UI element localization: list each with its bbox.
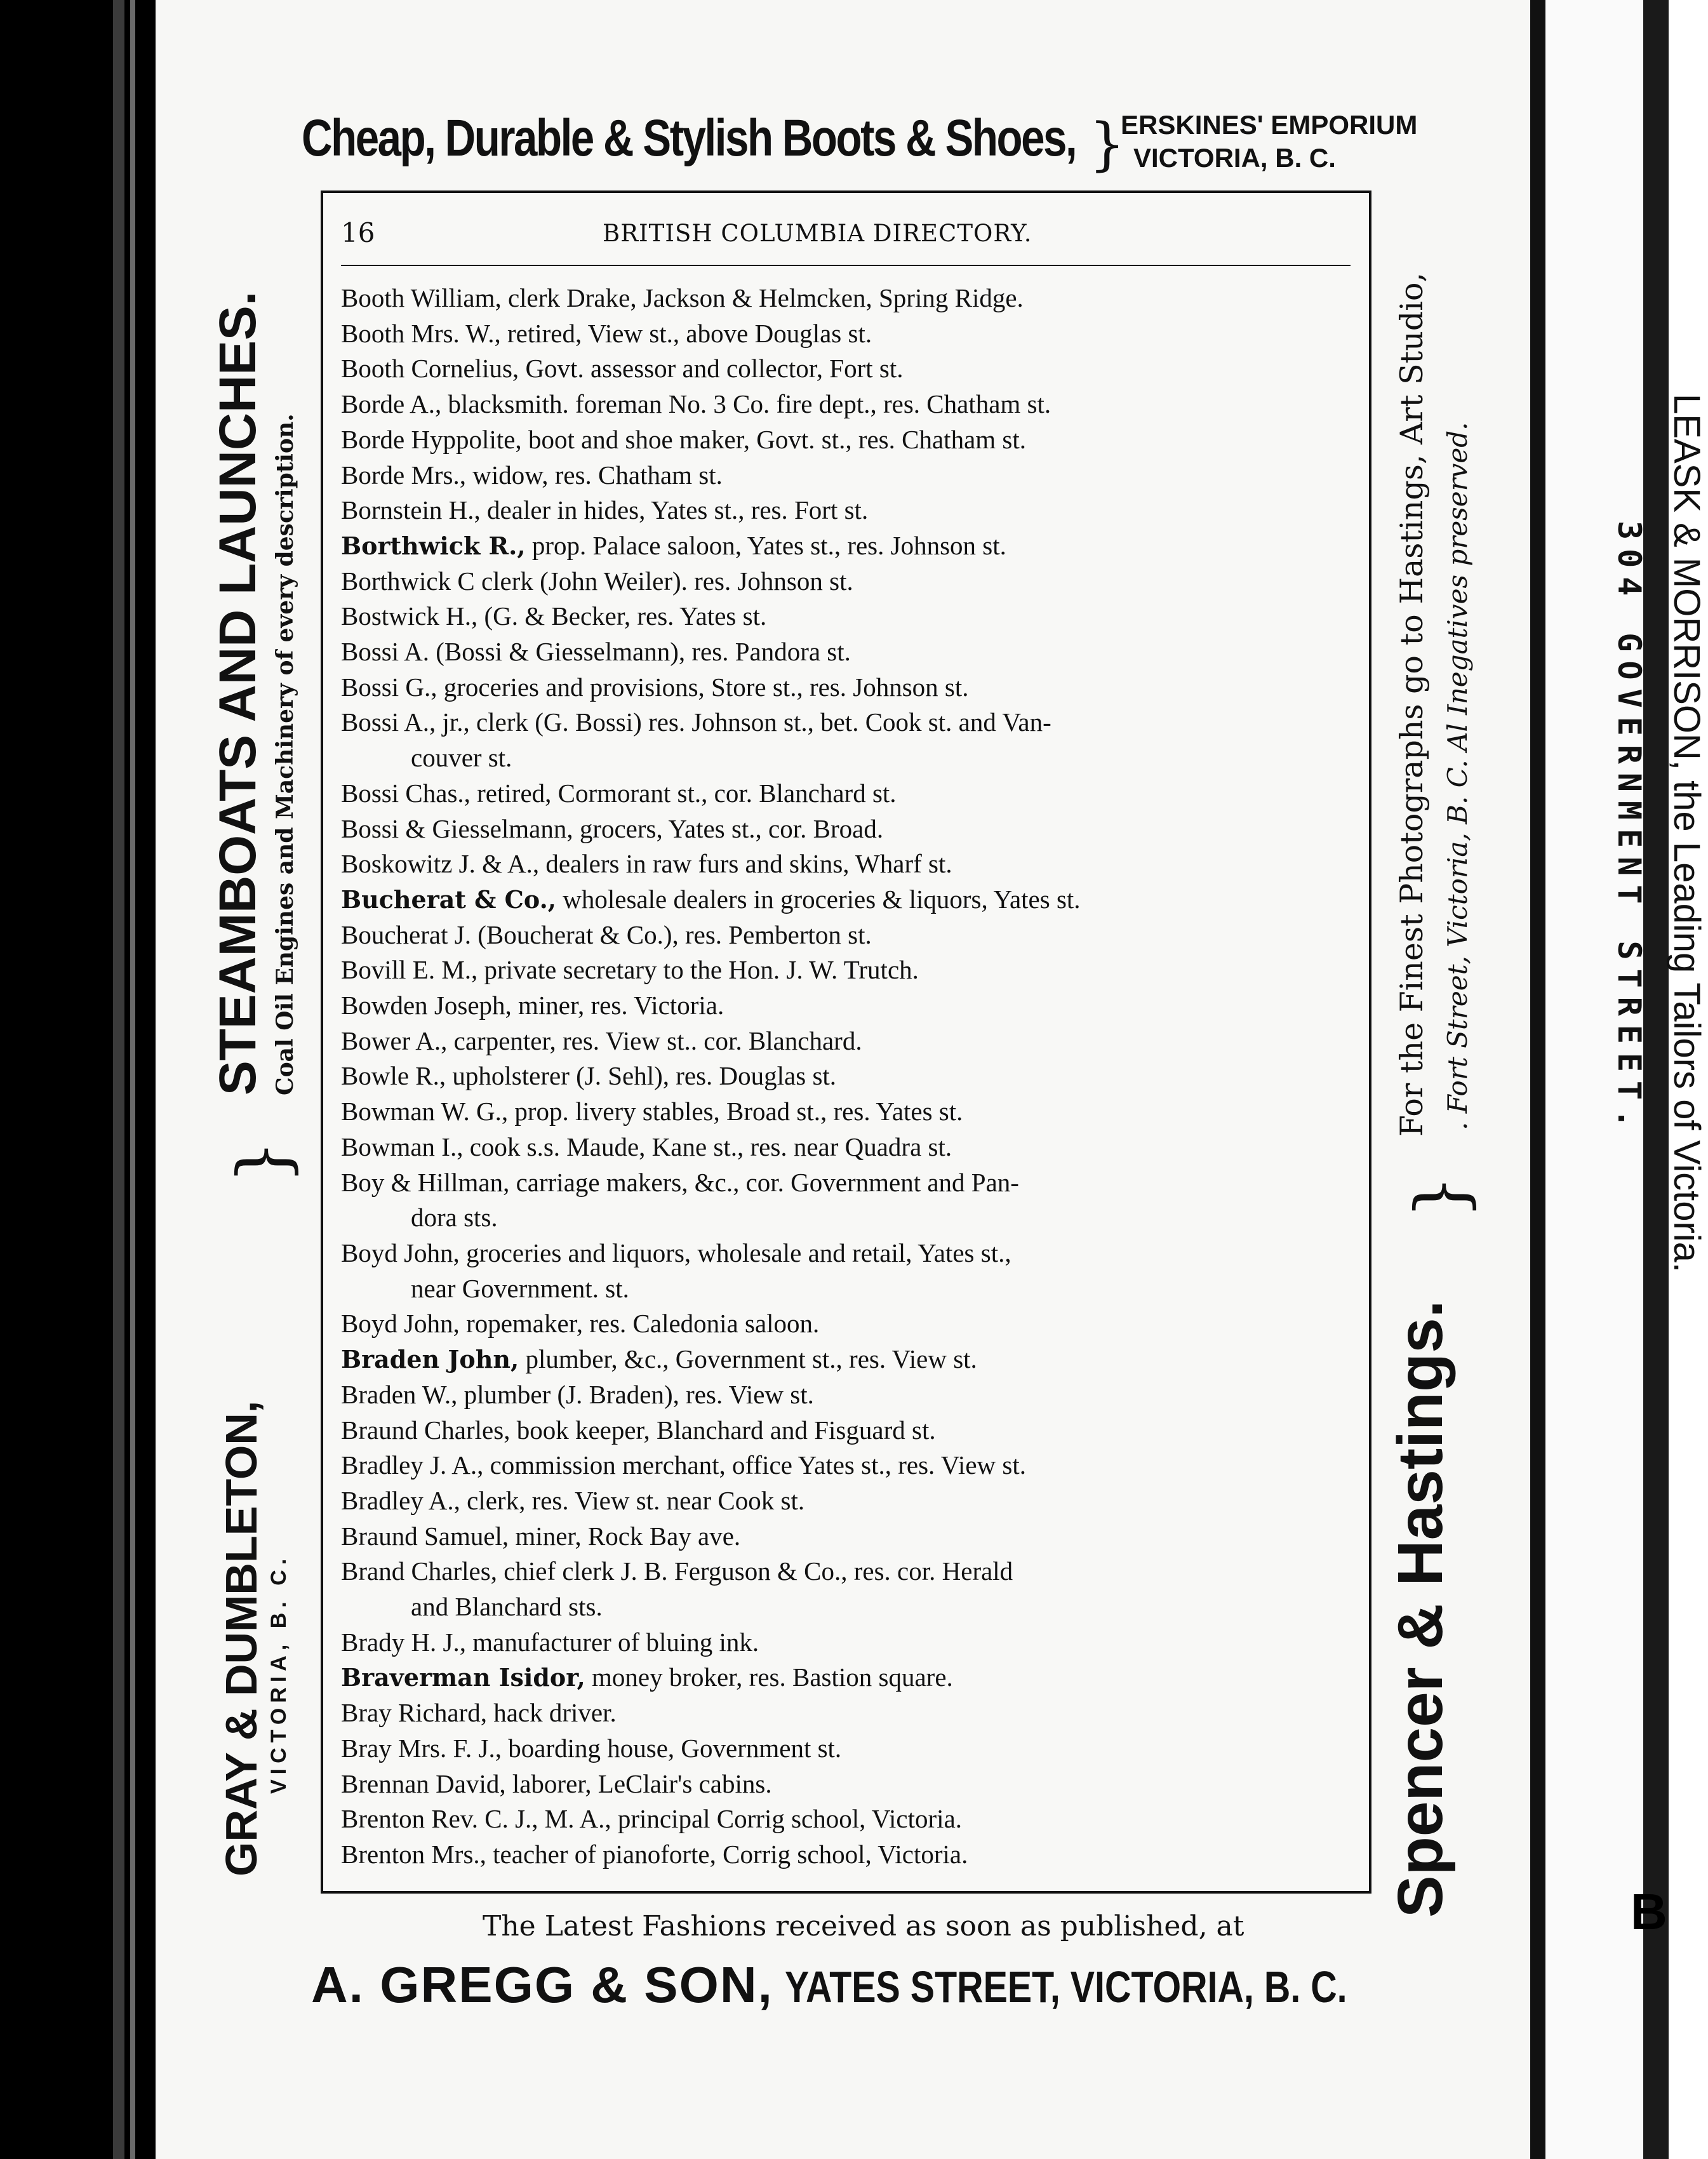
- entry-name: Boucherat J.: [341, 919, 471, 949]
- entry-details: Govt. assessor and collector, Fort st.: [519, 354, 904, 384]
- entry-name: Braden W.,: [341, 1379, 458, 1409]
- directory-entry: [341, 422, 1357, 458]
- entry-details: private secretary to the Hon. J. W. Trutch.: [477, 955, 919, 985]
- directory-entry: [341, 1554, 1357, 1589]
- steamboats-headline: STEAMBOATS AND LAUNCHES.: [209, 291, 267, 1095]
- entry-name: Bower A.,: [341, 1026, 448, 1055]
- entry-name: Borde Hyppolite,: [341, 424, 522, 454]
- running-head: BRITISH COLUMBIA DIRECTORY.: [603, 220, 1032, 247]
- entry-details: prop. livery stables, Broad st., res. Yates st.: [508, 1097, 963, 1126]
- entry-details: plumber, &c., Government st., res. View st.: [519, 1344, 977, 1374]
- directory-entry: [341, 387, 1357, 422]
- entry-details: miner, Rock Bay ave.: [509, 1521, 741, 1551]
- entry-name: Brenton Rev. C. J., M. A.,: [341, 1804, 611, 1834]
- directory-entry: [341, 528, 1357, 564]
- directory-entry: [341, 1236, 1357, 1271]
- header-ad-city: VICTORIA, B. C.: [1133, 143, 1336, 173]
- entry-name: Bossi A., jr.,: [341, 707, 470, 737]
- header-ad-main-text: Cheap, Durable & Stylish Boots & Shoes,: [302, 109, 1076, 167]
- directory-box: [321, 190, 1371, 1894]
- entry-name: Brand Charles,: [341, 1556, 497, 1586]
- entry-details: clerk (John Weiler). res. Johnson st.: [474, 566, 853, 596]
- entry-details: grocers, Yates st., cor. Broad.: [573, 813, 884, 843]
- footer-fashions-line: The Latest Fashions received as soon as published, at: [483, 1910, 1244, 1942]
- left-vertical-advertisement: [203, 251, 317, 1876]
- directory-entry: [341, 918, 1357, 953]
- directory-entry: [341, 1767, 1357, 1802]
- directory-entry: [341, 952, 1357, 988]
- directory-entry: [341, 846, 1357, 882]
- directory-entry: [341, 705, 1357, 740]
- entry-details: carriage makers, &c., cor. Government and Pan-: [509, 1167, 1019, 1197]
- entry-details: laborer, LeClair's cabins.: [505, 1768, 772, 1798]
- directory-entry: [341, 281, 1357, 316]
- directory-entry: [341, 1306, 1357, 1342]
- directory-entry: [341, 634, 1357, 670]
- gregg-address: YATES STREET, VICTORIA, B. C.: [784, 1962, 1347, 2012]
- directory-entry: [341, 1377, 1357, 1413]
- entry-name: Bossi Chas.,: [341, 778, 470, 808]
- entry-name: Booth William,: [341, 283, 502, 312]
- entry-details: retired, View st., above Douglas st.: [500, 318, 872, 348]
- binding-stripe: [113, 0, 124, 2159]
- entry-details: ropemaker, res. Caledonia saloon.: [459, 1309, 820, 1339]
- entry-details: plumber (J. Braden), res. View st.: [457, 1379, 814, 1409]
- right-vertical-advertisement: [1381, 178, 1508, 1918]
- gray-dumbleton-city: VICTORIA, B. C.: [267, 1553, 291, 1794]
- entry-details: (Bossi & Giesselmann), res. Pandora st.: [429, 637, 851, 667]
- entry-details: miner, res. Victoria.: [511, 991, 724, 1020]
- gray-dumbleton-name: GRAY & DUMBLETON,: [217, 1400, 266, 1876]
- entry-name: Bucherat & Co.,: [341, 885, 557, 914]
- entry-name: Booth Cornelius,: [341, 354, 519, 384]
- spencer-hastings-name: Spencer & Hastings.: [1385, 1300, 1456, 1918]
- page-gutter: [1530, 0, 1545, 2159]
- entry-details: wholesale dealers in groceries & liquors, Yates st.: [556, 884, 1081, 914]
- steamboats-subline: Coal Oil Engines and Machinery of every description.: [272, 413, 298, 1095]
- entry-details: dora sts.: [411, 1203, 498, 1233]
- entry-name: Bostwick H.,: [341, 601, 478, 631]
- directory-entry-continuation: [341, 1589, 1357, 1625]
- entry-name: Braden John,: [341, 1345, 519, 1374]
- directory-entry: [341, 1024, 1357, 1059]
- directory-entry: [341, 1483, 1357, 1519]
- entry-details: chief clerk J. B. Ferguson & Co., res. cor. Herald: [497, 1556, 1013, 1586]
- entry-details: book keeper, Blanchard and Fisguard st.: [510, 1415, 936, 1445]
- header-rule: [341, 265, 1351, 266]
- entry-name: Bradley J. A.,: [341, 1450, 484, 1480]
- entry-name: Boyd John,: [341, 1309, 460, 1339]
- directory-entry-continuation: [341, 1200, 1357, 1236]
- entry-name: Bossi A.: [341, 637, 429, 667]
- directory-entry: [341, 1519, 1357, 1554]
- directory-entry: [341, 776, 1357, 812]
- entry-details: prop. Palace saloon, Yates st., res. Johnson st.: [525, 530, 1006, 560]
- entry-details: commission merchant, office Yates st., res. View st.: [483, 1450, 1026, 1480]
- entry-details: blacksmith. foreman No. 3 Co. fire dept., res. Chatham st.: [441, 389, 1051, 419]
- far-right-vertical-advertisement: [1568, 394, 1708, 1727]
- directory-entry: [341, 1695, 1357, 1731]
- entry-details: dealers in raw furs and skins, Wharf st.: [539, 849, 952, 879]
- entry-details: groceries and provisions, Store st., res. Johnson st.: [437, 672, 969, 702]
- entry-name: Borde A.,: [341, 389, 442, 419]
- entry-details: carpenter, res. View st.. cor. Blanchard.: [447, 1026, 862, 1055]
- entry-name: Bowman I.,: [341, 1132, 464, 1161]
- header-ad-brace: }: [1089, 111, 1126, 178]
- directory-entry: [341, 882, 1357, 918]
- entry-name: Borthwick C: [341, 566, 475, 596]
- directory-entry: [341, 316, 1357, 352]
- entry-name: Boyd John,: [341, 1238, 460, 1267]
- entry-name: Bossi G.,: [341, 672, 437, 702]
- entry-details: groceries and liquors, wholesale and retail, Yates st.,: [459, 1238, 1011, 1267]
- entry-name: Braund Samuel,: [341, 1521, 509, 1551]
- entry-name: Bowman W. G.,: [341, 1097, 509, 1126]
- entry-name: Borde Mrs.,: [341, 460, 467, 490]
- entry-name: Booth Mrs. W.,: [341, 318, 501, 348]
- right-ad-brace: }: [1400, 1175, 1481, 1219]
- directory-entry: [341, 564, 1357, 599]
- entry-name: Braverman Isidor,: [341, 1663, 585, 1692]
- entry-name: Brady H. J.,: [341, 1627, 467, 1657]
- entry-details: couver st.: [411, 743, 512, 773]
- directory-entry-continuation: [341, 740, 1357, 776]
- entry-details: and Blanchard sts.: [411, 1592, 603, 1622]
- directory-entry: [341, 351, 1357, 387]
- directory-entry: [341, 1837, 1357, 1873]
- entry-details: upholsterer (J. Sehl), res. Douglas st.: [446, 1061, 837, 1091]
- directory-entry: [341, 493, 1357, 528]
- entry-name: Bowden Joseph,: [341, 991, 512, 1020]
- entry-details: boot and shoe maker, Govt. st., res. Chatham st.: [521, 424, 1027, 454]
- left-ad-brace: }: [222, 1140, 304, 1184]
- entry-details: teacher of pianoforte, Corrig school, Victoria.: [486, 1839, 968, 1869]
- directory-entry: [341, 599, 1357, 634]
- scan-left-edge: [0, 0, 156, 2159]
- entry-name: Bovill E. M.,: [341, 955, 478, 985]
- entry-details: clerk Drake, Jackson & Helmcken, Spring Ridge.: [501, 283, 1024, 312]
- leask-morrison-line: LEASK & MORRISON, the Leading Tailors of Victoria.: [1666, 394, 1707, 1273]
- entry-details: near Government. st.: [411, 1273, 629, 1303]
- entry-name: Bossi & Giesselmann,: [341, 813, 573, 843]
- directory-entry: [341, 1342, 1357, 1377]
- entry-name: Bray Richard,: [341, 1698, 487, 1728]
- entry-name: Boy & Hillman,: [341, 1167, 510, 1197]
- footer-gregg-line: [311, 1956, 1471, 2014]
- directory-entry: [341, 670, 1357, 705]
- directory-entry: [341, 1059, 1357, 1094]
- entry-details: hack driver.: [486, 1698, 617, 1728]
- gregg-son-name: A. GREGG & SON,: [311, 1956, 773, 2013]
- photographs-line: For the Finest Photographs go to Hastings, Art Studio,: [1394, 272, 1430, 1137]
- directory-entry: [341, 1448, 1357, 1483]
- binding-stripe: [130, 0, 135, 2159]
- entry-details: money broker, res. Bastion square.: [585, 1662, 953, 1692]
- entry-name: Braund Charles,: [341, 1415, 510, 1445]
- directory-entry: [341, 1660, 1357, 1695]
- entry-name: Bradley A.,: [341, 1485, 460, 1515]
- entry-details: (G. & Becker, res. Yates st.: [477, 601, 767, 631]
- entry-name: Bornstein H.,: [341, 495, 481, 525]
- header-advertisement: [302, 105, 1418, 187]
- directory-entry: [341, 1130, 1357, 1165]
- entry-name: Brenton Mrs.,: [341, 1839, 486, 1869]
- entry-name: Boskowitz J. & A.,: [341, 849, 540, 879]
- entry-details: clerk, res. View st. near Cook st.: [460, 1485, 805, 1515]
- entry-details: principal Corrig school, Victoria.: [611, 1804, 963, 1834]
- directory-entry: [341, 1165, 1357, 1201]
- directory-entry: [341, 1731, 1357, 1767]
- entry-details: dealer in hides, Yates st., res. Fort st.: [480, 495, 869, 525]
- entry-name: Brennan David,: [341, 1768, 506, 1798]
- entry-details: manufacturer of bluing ink.: [466, 1627, 759, 1657]
- entry-details: retired, Cormorant st., cor. Blanchard st.: [470, 778, 897, 808]
- entry-name: Bowle R.,: [341, 1061, 446, 1091]
- directory-entry: [341, 988, 1357, 1024]
- directory-entries: [341, 281, 1357, 1873]
- entry-name: Borthwick R.,: [341, 531, 526, 560]
- directory-entry-continuation: [341, 1271, 1357, 1307]
- fort-street-line: . Fort Street, Victoria, B. C. Al Inegatives preserved.: [1442, 422, 1473, 1130]
- entry-details: (Boucherat & Co.), res. Pemberton st.: [470, 919, 872, 949]
- government-street-line: 304 GOVERNMENT STREET.: [1611, 521, 1648, 1137]
- directory-entry: [341, 1094, 1357, 1130]
- directory-entry: [341, 458, 1357, 493]
- entry-details: cook s.s. Maude, Kane st., res. near Quadra st.: [463, 1132, 952, 1161]
- directory-entry: [341, 1801, 1357, 1837]
- entry-name: Bray Mrs. F. J.,: [341, 1733, 502, 1763]
- entry-details: boarding house, Government st.: [502, 1733, 842, 1763]
- entry-details: clerk (G. Bossi) res. Johnson st., bet. Cook st. and Van-: [469, 707, 1051, 737]
- directory-entry: [341, 1413, 1357, 1448]
- page-number: 16: [341, 217, 375, 248]
- facing-page-letter: B: [1631, 1883, 1667, 1940]
- header-ad-emporium: ERSKINES' EMPORIUM: [1121, 110, 1418, 140]
- directory-entry: [341, 812, 1357, 847]
- entry-details: widow, res. Chatham st.: [466, 460, 723, 490]
- directory-entry: [341, 1625, 1357, 1661]
